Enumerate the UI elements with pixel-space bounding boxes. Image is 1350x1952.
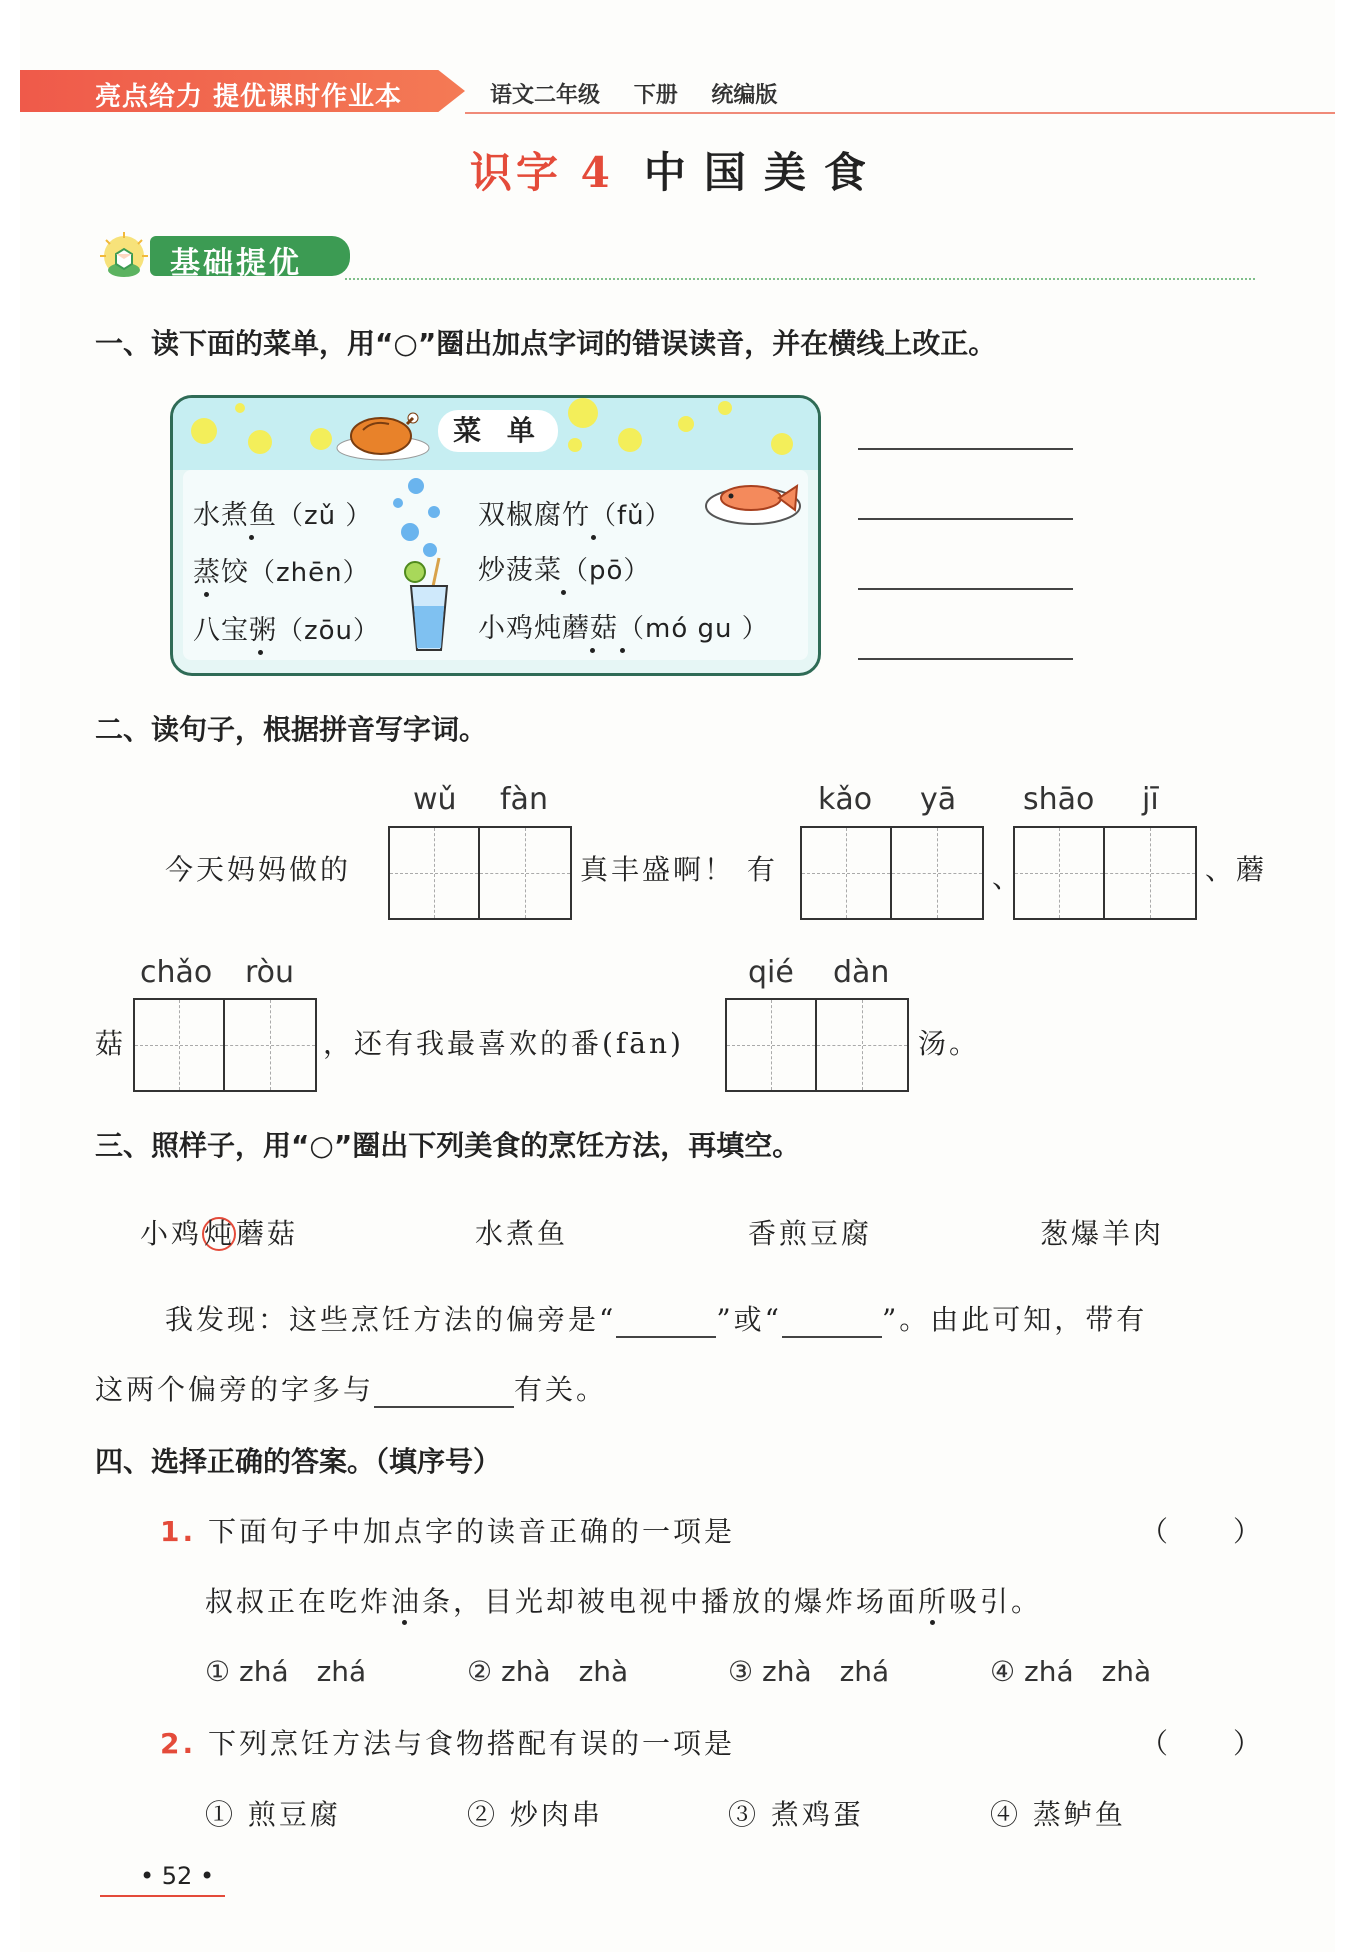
q3-fill-sentence: 我发现：这些烹饪方法的偏旁是“ ”或“ ”。由此可知，带有 [165, 1303, 1148, 1336]
emphasis-dot [620, 648, 625, 653]
yellow-dot [718, 401, 732, 415]
writing-grid[interactable] [133, 998, 317, 1092]
emphasis-dot [258, 650, 263, 655]
menu-title: 菜 单 [438, 410, 558, 452]
page-number: • 52 • [140, 1862, 215, 1890]
fill-blank[interactable] [374, 1376, 514, 1408]
emphasis-dot [402, 1620, 407, 1625]
pinyin: fàn [500, 782, 548, 817]
yellow-dot [618, 428, 642, 452]
answer-line[interactable] [858, 448, 1073, 450]
q3-prompt: 三、照样子，用“○”圈出下列美食的烹饪方法，再填空。 [95, 1129, 801, 1162]
answer-paren[interactable]: （ ） [1140, 1727, 1265, 1760]
edition-label: 统编版 [711, 83, 778, 108]
menu-item: 蒸饺（zhēn） [193, 557, 370, 588]
food-item[interactable]: 香煎豆腐 [748, 1217, 873, 1250]
emphasis-dot [591, 535, 596, 540]
writing-grid[interactable] [725, 998, 909, 1092]
bubble-dot [428, 506, 440, 518]
sun-cube-icon [100, 232, 148, 280]
menu-card [170, 395, 821, 676]
badge-label: 基础提优 [170, 246, 302, 281]
pinyin: jī [1142, 782, 1159, 817]
option[interactable]: ② 炒肉串 [467, 1798, 603, 1831]
answer-line[interactable] [858, 658, 1073, 660]
lesson-name: 中国美食 [643, 148, 884, 197]
q2-text: 汤。 [918, 1027, 981, 1060]
answer-line[interactable] [858, 588, 1073, 590]
circled-char: 炖 [204, 1217, 236, 1250]
pinyin: yā [920, 782, 957, 817]
bubble-dot [408, 478, 424, 494]
q2-text: 、 [992, 861, 1024, 894]
q2-prompt: 二、读句子，根据拼音写字词。 [95, 713, 488, 746]
yellow-dot [678, 416, 694, 432]
yellow-dot [235, 403, 245, 413]
bubble-dot [423, 543, 437, 557]
writing-grid[interactable] [800, 826, 984, 920]
option[interactable]: ① zhá zhá [205, 1655, 367, 1688]
drink-glass-icon [401, 556, 457, 656]
q2-text: ，还有我最喜欢的番(fān) [323, 1027, 684, 1060]
menu-item: 小鸡炖蘑菇（mó gu ） [478, 613, 769, 644]
option[interactable]: ① 煎豆腐 [205, 1798, 341, 1831]
option[interactable]: ③ zhà zhá [728, 1655, 890, 1688]
lesson-title [470, 140, 884, 200]
emphasis-dot [930, 1620, 935, 1625]
pinyin: dàn [833, 955, 890, 990]
q3-fill-sentence: 这两个偏旁的字多与 有关。 [95, 1373, 608, 1406]
menu-item: 水煮鱼（zǔ ） [193, 500, 373, 531]
pinyin: qié [748, 955, 794, 990]
fish-dish-icon [703, 470, 803, 530]
header-rule [465, 112, 1335, 114]
volume-label: 下册 [633, 83, 678, 108]
fill-blank[interactable] [782, 1306, 882, 1338]
menu-item: 炒菠菜（pō） [478, 555, 651, 586]
emphasis-dot [561, 590, 566, 595]
food-item[interactable]: 葱爆羊肉 [1040, 1217, 1165, 1250]
dotted-divider [345, 278, 1255, 280]
pinyin: shāo [1023, 782, 1095, 817]
footer-rule [100, 1895, 225, 1897]
lesson-label: 识字 4 [470, 148, 614, 197]
q4-sentence: 叔叔正在吃炸油条，目光却被电视中播放的爆炸场面所吸引。 [205, 1585, 1043, 1618]
answer-paren[interactable]: （ ） [1140, 1515, 1265, 1548]
bubble-dot [401, 523, 419, 541]
series-title: 亮点给力 提优课时作业本 [95, 82, 403, 112]
pinyin: chǎo [140, 955, 213, 990]
q2-text: 真丰盛啊！ 有 [580, 853, 778, 886]
yellow-dot [191, 418, 217, 444]
emphasis-dot [249, 535, 254, 540]
q4-sub2: 2. 下列烹饪方法与食物搭配有误的一项是 [160, 1727, 736, 1760]
section-badge [100, 232, 355, 280]
example-food: 小鸡炖蘑菇 [140, 1217, 299, 1250]
pinyin: wǔ [413, 782, 457, 817]
option[interactable]: ③ 煮鸡蛋 [728, 1798, 864, 1831]
emphasis-dot [590, 648, 595, 653]
subject-label: 语文二年级 [490, 83, 601, 108]
menu-item: 八宝粥（zōu） [193, 615, 381, 646]
menu-item: 双椒腐竹（fǔ） [478, 500, 672, 531]
roast-chicken-icon [333, 400, 433, 462]
food-item[interactable]: 水煮鱼 [475, 1217, 569, 1250]
header-info [490, 78, 803, 109]
bubble-dot [393, 498, 403, 508]
q4-sub1: 1. 下面句子中加点字的读音正确的一项是 [160, 1515, 736, 1548]
yellow-dot [310, 428, 332, 450]
option[interactable]: ② zhà zhà [467, 1655, 629, 1688]
yellow-dot [568, 398, 598, 428]
q1-prompt: 一、读下面的菜单，用“○”圈出加点字词的错误读音，并在横线上改正。 [95, 327, 997, 360]
answer-line[interactable] [858, 518, 1073, 520]
option[interactable]: ④ zhá zhà [990, 1655, 1152, 1688]
pinyin: ròu [245, 955, 295, 990]
q2-text: 、蘑 [1205, 853, 1268, 886]
writing-grid[interactable] [388, 826, 572, 920]
q4-prompt: 四、选择正确的答案。（填序号） [95, 1445, 502, 1478]
pinyin: kǎo [818, 782, 873, 817]
yellow-dot [568, 438, 582, 452]
option[interactable]: ④ 蒸鲈鱼 [990, 1798, 1126, 1831]
yellow-dot [771, 433, 793, 455]
writing-grid[interactable] [1013, 826, 1197, 920]
emphasis-dot [204, 592, 209, 597]
fill-blank[interactable] [616, 1306, 716, 1338]
q2-text: 今天妈妈做的 [165, 853, 352, 886]
q2-text: 菇 [95, 1027, 127, 1060]
yellow-dot [248, 430, 272, 454]
